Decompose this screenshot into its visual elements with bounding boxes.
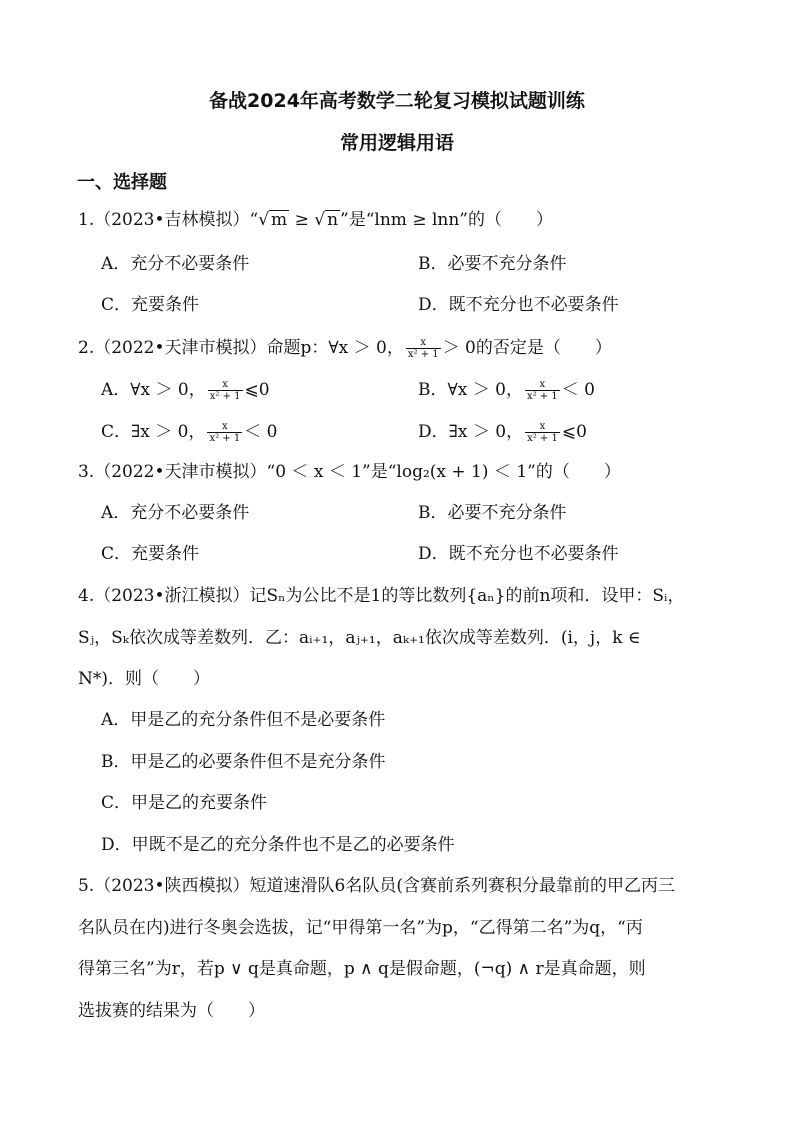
q2-b-post: ＜ 0 <box>561 380 595 400</box>
q2-option-a <box>101 378 270 402</box>
q1-option-b: B．必要不充分条件 <box>418 254 567 274</box>
fraction-numerator: x <box>539 421 546 432</box>
q2-fraction <box>406 337 441 360</box>
question-5-line-4: 选拔赛的结果为（ ） <box>78 1001 265 1021</box>
q1-option-a: A．充分不必要条件 <box>101 254 250 274</box>
q2-b-pre: B．∀x ＞ 0， <box>418 380 523 400</box>
q1-option-c: C．充要条件 <box>101 295 200 315</box>
fraction-denominator: x² + 1 <box>209 391 241 402</box>
question-3: 3.（2022•天津市模拟）“0 ＜ x ＜ 1”是“log₂(x + 1) ＜ 1”的（ ） <box>78 462 621 482</box>
q2-c-pre: C．∃x ＞ 0， <box>101 422 206 442</box>
question-5-line-1: 5.（2023•陕西模拟）短道速滑队6名队员(含赛前系列赛积分最靠前的甲乙丙三 <box>78 876 675 896</box>
question-5-line-2: 名队员在内)进行冬奥会选拔，记“甲得第一名”为p，“乙得第二名”为q，“丙 <box>78 918 643 938</box>
fraction-denominator: x² + 1 <box>527 433 558 444</box>
q1-prefix: 1.（2023•吉林模拟）“ <box>78 210 259 230</box>
q2-d-fraction <box>525 421 560 444</box>
q2-suffix: ＞ 0的否定是（ ） <box>442 338 612 358</box>
fraction-denominator: x² + 1 <box>209 433 241 444</box>
section-heading: 一、选择题 <box>77 172 167 193</box>
sqrt-icon: √ <box>314 210 326 230</box>
fraction-numerator: x <box>420 337 427 348</box>
sqrt-icon: √ <box>258 210 270 230</box>
q4-option-b: B．甲是乙的必要条件但不是充分条件 <box>101 752 386 772</box>
document-subtitle: 常用逻辑用语 <box>339 132 454 154</box>
q2-option-b <box>418 378 595 402</box>
q2-c-fraction <box>207 421 242 444</box>
fraction-denominator: x² + 1 <box>526 391 558 402</box>
q4-option-a: A．甲是乙的充分条件但不是必要条件 <box>101 710 386 730</box>
q1-option-d: D．既不充分也不必要条件 <box>418 295 619 315</box>
question-2 <box>78 336 612 360</box>
question-4-line-1: 4.（2023•浙江模拟）记Sₙ为公比不是1的等比数列{aₙ}的前n项和．设甲：Sᵢ， <box>78 586 685 606</box>
q2-b-fraction <box>525 379 560 402</box>
q2-a-post: ⩽0 <box>244 380 270 400</box>
fraction-denominator: x² + 1 <box>407 349 439 360</box>
q2-option-d <box>418 420 587 444</box>
q2-d-post: ⩽0 <box>561 422 587 442</box>
q1-ge: ≥ <box>289 210 315 230</box>
q3-option-d: D．既不充分也不必要条件 <box>418 544 619 564</box>
q2-prefix: 2.（2022•天津市模拟）命题p：∀x ＞ 0， <box>78 338 404 358</box>
question-4-line-2: Sⱼ，Sₖ依次成等差数列．乙：aᵢ₊₁，aⱼ₊₁，aₖ₊₁依次成等差数列．(i，j，k ∈ <box>78 628 641 648</box>
q4-option-c: C．甲是乙的充要条件 <box>101 793 268 813</box>
fraction-numerator: x <box>222 379 228 390</box>
q1-sqrt-m: m <box>271 210 288 230</box>
q4-option-d: D．甲既不是乙的充分条件也不是乙的必要条件 <box>101 835 455 855</box>
q1-sqrt-n: n <box>327 210 339 230</box>
question-5-line-3: 得第三名”为r，若p ∨ q是真命题，p ∧ q是假命题，(¬q) ∧ r是真命题，则 <box>78 959 646 979</box>
q2-option-c <box>101 420 277 444</box>
q3-option-c: C．充要条件 <box>101 544 200 564</box>
question-4-line-3: N*)．则（ ） <box>78 669 211 689</box>
q2-c-post: ＜ 0 <box>244 422 278 442</box>
q1-rest: ”是“lnm ≥ lnn”的（ ） <box>340 210 553 230</box>
question-1 <box>78 208 553 232</box>
q3-option-b: B．必要不充分条件 <box>418 503 567 523</box>
q3-option-a: A．充分不必要条件 <box>101 503 250 523</box>
fraction-numerator: x <box>539 379 546 390</box>
q2-a-fraction <box>208 379 243 402</box>
fraction-numerator: x <box>222 421 228 432</box>
document-title: 备战2024年高考数学二轮复习模拟试题训练 <box>209 90 585 112</box>
q2-a-pre: A．∀x ＞ 0， <box>101 380 206 400</box>
q2-d-pre: D．∃x ＞ 0， <box>418 422 524 442</box>
